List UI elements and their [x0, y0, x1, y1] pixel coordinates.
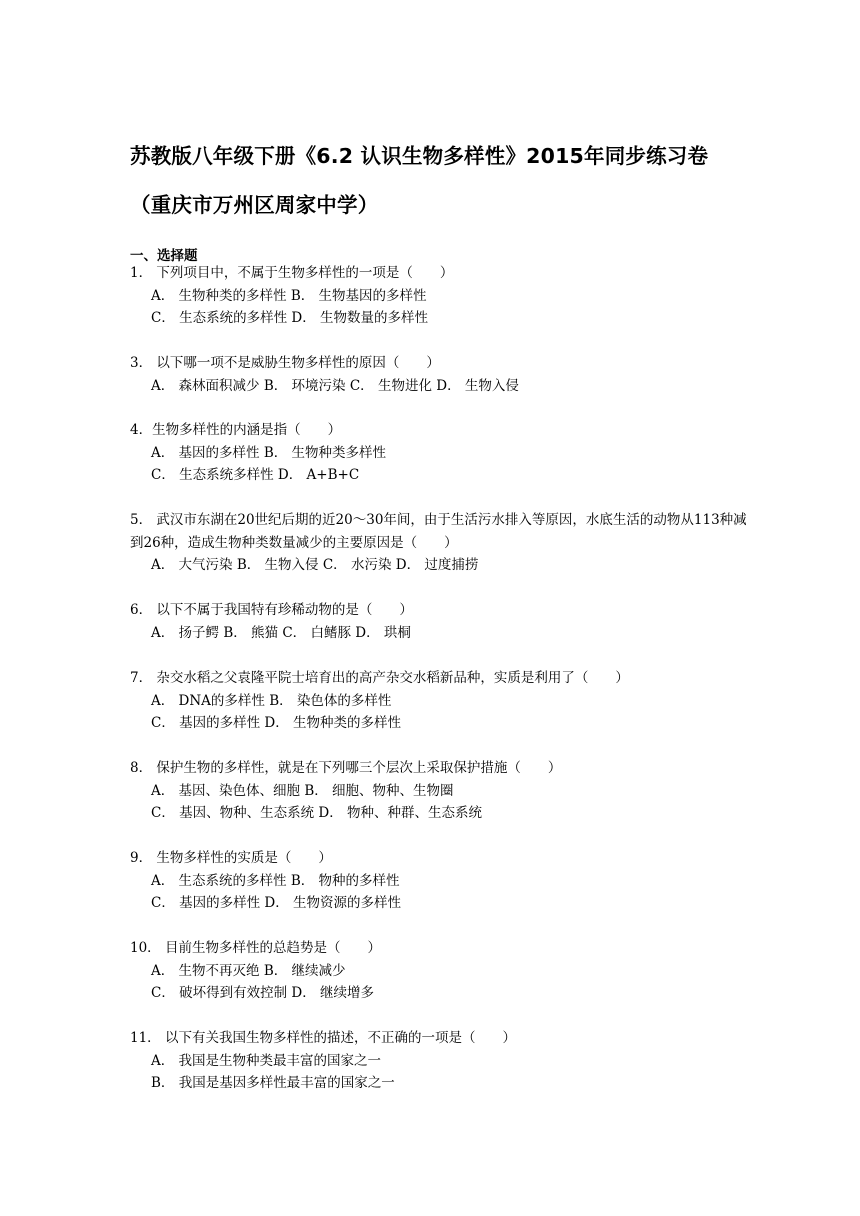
question-stem: 8． 保护生物的多样性，就是在下列哪三个层次上采取保护措施（ ）: [130, 760, 562, 776]
question-10: [130, 937, 750, 1005]
option-line: C． 基因的多样性 D． 生物资源的多样性: [151, 895, 402, 911]
option-line: C． 基因的多样性 D． 生物种类的多样性: [151, 715, 402, 731]
option-line: A． 大气污染 B． 生物入侵 C． 水污染 D． 过度捕捞: [151, 557, 479, 573]
question-9: [130, 847, 750, 915]
option-line: C． 基因、物种、生态系统 D． 物种、种群、生态系统: [151, 805, 483, 821]
option-line: A． DNA的多样性 B． 染色体的多样性: [151, 692, 392, 709]
option-line: A． 基因的多样性 B． 生物种类多样性: [151, 444, 387, 461]
question-stem: 10． 目前生物多样性的总趋势是（ ）: [130, 940, 381, 956]
option-line: B． 我国是基因多样性最丰富的国家之一: [151, 1075, 395, 1091]
question-stem: 1． 下列项目中，不属于生物多样性的一项是（ ）: [130, 265, 454, 281]
question-11: [130, 1027, 750, 1095]
question-stem: 5． 武汉市东湖在20世纪后期的近20～30年间，由于生活污水排入等原因，水底生活的动物从113种减到26种，造成生物种类数量减少的主要原因是（ ）: [130, 512, 747, 551]
page-title: 苏教版八年级下册《6.2 认识生物多样性》2015年同步练习卷（重庆市万州区周家中学）: [130, 144, 709, 217]
option-line: C． 生态系统多样性 D． A+B+C: [151, 467, 360, 483]
option-line: A． 生物种类的多样性 B． 生物基因的多样性: [151, 287, 427, 304]
question-stem: 9． 生物多样性的实质是（ ）: [130, 850, 332, 866]
question-4: [130, 419, 750, 487]
question-5: [130, 509, 750, 577]
question-stem: 3． 以下哪一项不是威胁生物多样性的原因（ ）: [130, 355, 440, 371]
option-line: A． 基因、染色体、细胞 B． 细胞、物种、生物圈: [151, 782, 454, 799]
question-stem: 7． 杂交水稻之父袁隆平院士培育出的高产杂交水稻新品种，实质是利用了（ ）: [130, 670, 629, 686]
question-6: [130, 599, 750, 644]
option-line: C． 破坏得到有效控制 D． 继续增多: [151, 985, 375, 1001]
option-line: A． 扬子鳄 B． 熊猫 C． 白鳍豚 D． 珙桐: [151, 624, 411, 641]
question-stem: 6． 以下不属于我国特有珍稀动物的是（ ）: [130, 602, 413, 618]
question-8: [130, 757, 750, 825]
question-stem: 11． 以下有关我国生物多样性的描述，不正确的一项是（ ）: [130, 1030, 516, 1046]
option-line: A． 森林面积减少 B． 环境污染 C． 生物进化 D． 生物入侵: [151, 377, 519, 394]
question-1: [130, 262, 750, 330]
option-line: A． 生态系统的多样性 B． 物种的多样性: [151, 872, 400, 889]
question-7: [130, 667, 750, 735]
option-line: A． 我国是生物种类最丰富的国家之一: [151, 1052, 382, 1069]
section-heading: 一、选择题: [130, 248, 198, 264]
question-stem: 4．生物多样性的内涵是指（ ）: [130, 422, 342, 438]
question-3: [130, 352, 750, 397]
option-line: A． 生物不再灭绝 B． 继续减少: [151, 962, 346, 979]
option-line: C． 生态系统的多样性 D． 生物数量的多样性: [151, 310, 429, 326]
